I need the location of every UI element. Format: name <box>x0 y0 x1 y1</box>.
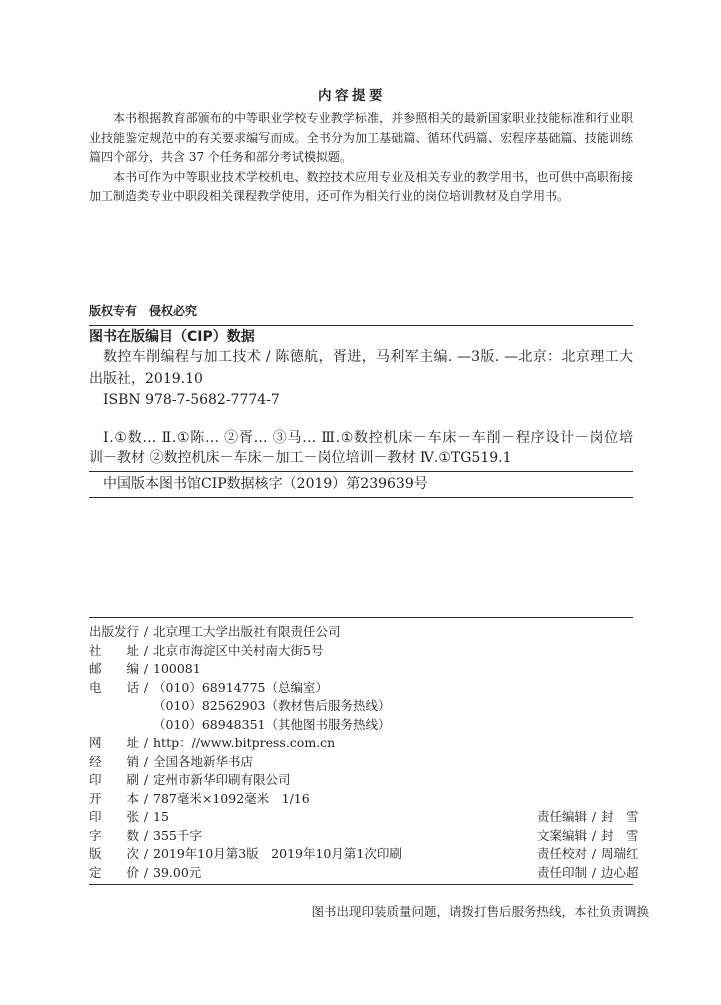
imprint-row-publisher <box>89 623 402 642</box>
imprint-row-address <box>89 642 402 661</box>
imprint-label: 字 数 <box>89 827 139 843</box>
summary-line: 篇四个部分，共含 37 个任务和部分考试模拟题。 <box>89 150 352 164</box>
imprint-row-distributor <box>89 753 402 772</box>
imprint-row-website <box>89 734 402 753</box>
staff-row <box>537 845 639 864</box>
staff-row <box>537 864 639 883</box>
imprint-row-postcode <box>89 660 402 679</box>
imprint-row-format <box>89 790 402 809</box>
cip-bibliographic-line: 数控车削编程与加工技术 / 陈德航，胥进，马利军主编. —3版. —北京：北京理工大 <box>103 349 633 365</box>
summary-title: 内容提要 <box>318 88 386 104</box>
cip-classification-line: Ⅰ.①数… Ⅱ.①陈… ②胥… ③马… Ⅲ.①数控机床－车床－车削－程序设计－岗位培 <box>103 430 633 446</box>
staff-row <box>537 827 639 846</box>
imprint-value: 定州市新华印刷有限公司 <box>153 772 291 788</box>
editorial-staff <box>537 808 639 882</box>
imprint-label: 定 价 <box>89 864 139 880</box>
imprint-separator: / <box>143 661 149 677</box>
imprint-label: 印 刷 <box>89 772 139 788</box>
imprint-label: 开 本 <box>89 790 139 806</box>
imprint-label: 印 张 <box>89 809 139 825</box>
cip-bibliographic-line: 出版社，2019.10 <box>89 371 203 387</box>
summary-line: 本书根据教育部颁布的中等职业学校专业教学标准，并参照相关的最新国家职业技能标准和行业职 <box>113 111 633 125</box>
imprint-separator: / <box>143 679 149 695</box>
imprint-value: 北京理工大学出版社有限责任公司 <box>153 624 341 639</box>
cip-heading: 图书在版编目（CIP）数据 <box>89 329 255 345</box>
imprint-row-phone <box>89 679 402 698</box>
imprint-value: 787毫米×1092毫米 1/16 <box>153 790 310 806</box>
imprint-label: 网 址 <box>89 735 139 751</box>
cip-record-number: 中国版本图书馆CIP数据核字（2019）第239639号 <box>103 476 428 492</box>
cip-classification-line: 训－教材 ②数控机床－车床－加工－岗位培训－教材 Ⅳ.①TG519.1 <box>89 450 512 466</box>
imprint-value: （010）68948351（其他图书服务热线） <box>153 716 391 732</box>
imprint-separator: / <box>143 772 149 788</box>
imprint-separator: / <box>143 790 149 806</box>
staff-name: 边心超 <box>601 864 639 880</box>
staff-name: 封 雪 <box>601 827 639 843</box>
imprint-separator: / <box>591 827 597 843</box>
imprint-value: 39.00元 <box>153 864 202 880</box>
imprint-value: 全国各地新华书店 <box>153 753 254 769</box>
divider-rule <box>89 471 633 472</box>
isbn: ISBN 978-7-5682-7774-7 <box>103 392 280 408</box>
imprint-separator: / <box>591 846 597 862</box>
summary-line: 加工制造类专业中职段相关课程教学使用，还可作为相关行业的岗位培训教材及自学用书。 <box>89 189 570 203</box>
copyright-notice: 版权专有 侵权必究 <box>89 304 198 318</box>
cip-classification <box>89 428 633 468</box>
imprint-label: 经 销 <box>89 753 139 769</box>
staff-name: 周瑞红 <box>601 846 639 862</box>
imprint-row-word-count <box>89 827 402 846</box>
imprint-value: （010）82562903（教材售后服务热线） <box>153 698 391 714</box>
imprint-row-phone-continued <box>89 716 402 735</box>
imprint-row-printer <box>89 771 402 790</box>
imprint-row-price <box>89 864 402 883</box>
imprint-details <box>89 623 402 882</box>
imprint-separator: / <box>143 735 149 751</box>
imprint-label: 版 次 <box>89 846 139 862</box>
imprint-row-sheets <box>89 808 402 827</box>
imprint-separator: / <box>591 809 597 825</box>
summary-line: 本书可作为中等职业技术学校机电、数控技术应用专业及相关专业的教学用书，也可供中高职衔接 <box>113 169 633 184</box>
summary-section <box>89 109 633 207</box>
summary-paragraph <box>89 109 633 168</box>
divider-rule <box>89 325 633 326</box>
staff-role: 责任印制 <box>537 864 587 880</box>
cip-bibliographic-entry <box>89 346 633 390</box>
summary-line: 业技能鉴定规范中的有关要求编写而成。全书分为加工基础篇、循环代码篇、宏程序基础篇、技能训练 <box>89 130 633 145</box>
divider-rule <box>89 884 633 885</box>
imprint-row-phone-continued <box>89 697 402 716</box>
imprint-value: 2019年10月第3版 2019年10月第1次印刷 <box>153 846 402 862</box>
imprint-separator: / <box>143 809 149 825</box>
imprint-value: 355千字 <box>153 827 202 843</box>
imprint-separator: / <box>143 624 149 639</box>
footer-note: 图书出现印装质量问题，请拨打售后服务热线，本社负责调换 <box>311 904 649 919</box>
staff-role: 责任编辑 <box>537 809 587 825</box>
imprint-separator: / <box>143 864 149 880</box>
imprint-label: 电 话 <box>89 679 139 695</box>
imprint-separator: / <box>143 827 149 843</box>
imprint-separator: / <box>143 642 149 658</box>
imprint-value: 100081 <box>153 661 201 677</box>
summary-paragraph <box>89 168 633 207</box>
staff-name: 封 雪 <box>601 809 639 825</box>
imprint-separator: / <box>143 846 149 862</box>
staff-role: 文案编辑 <box>537 827 587 843</box>
imprint-value: http：//www.bitpress.com.cn <box>153 735 336 751</box>
imprint-separator: / <box>591 864 597 880</box>
imprint-label: 出版发行 <box>89 624 139 639</box>
staff-role: 责任校对 <box>537 846 587 862</box>
imprint-label: 社 址 <box>89 642 139 658</box>
imprint-value: 15 <box>153 809 169 825</box>
imprint-value: 北京市海淀区中关村南大街5号 <box>153 642 324 658</box>
divider-rule <box>89 617 633 618</box>
imprint-value: （010）68914775（总编室） <box>153 679 328 695</box>
imprint-label: 邮 编 <box>89 661 139 677</box>
divider-rule <box>89 497 633 498</box>
staff-row <box>537 808 639 827</box>
imprint-row-edition <box>89 845 402 864</box>
imprint-separator: / <box>143 753 149 769</box>
